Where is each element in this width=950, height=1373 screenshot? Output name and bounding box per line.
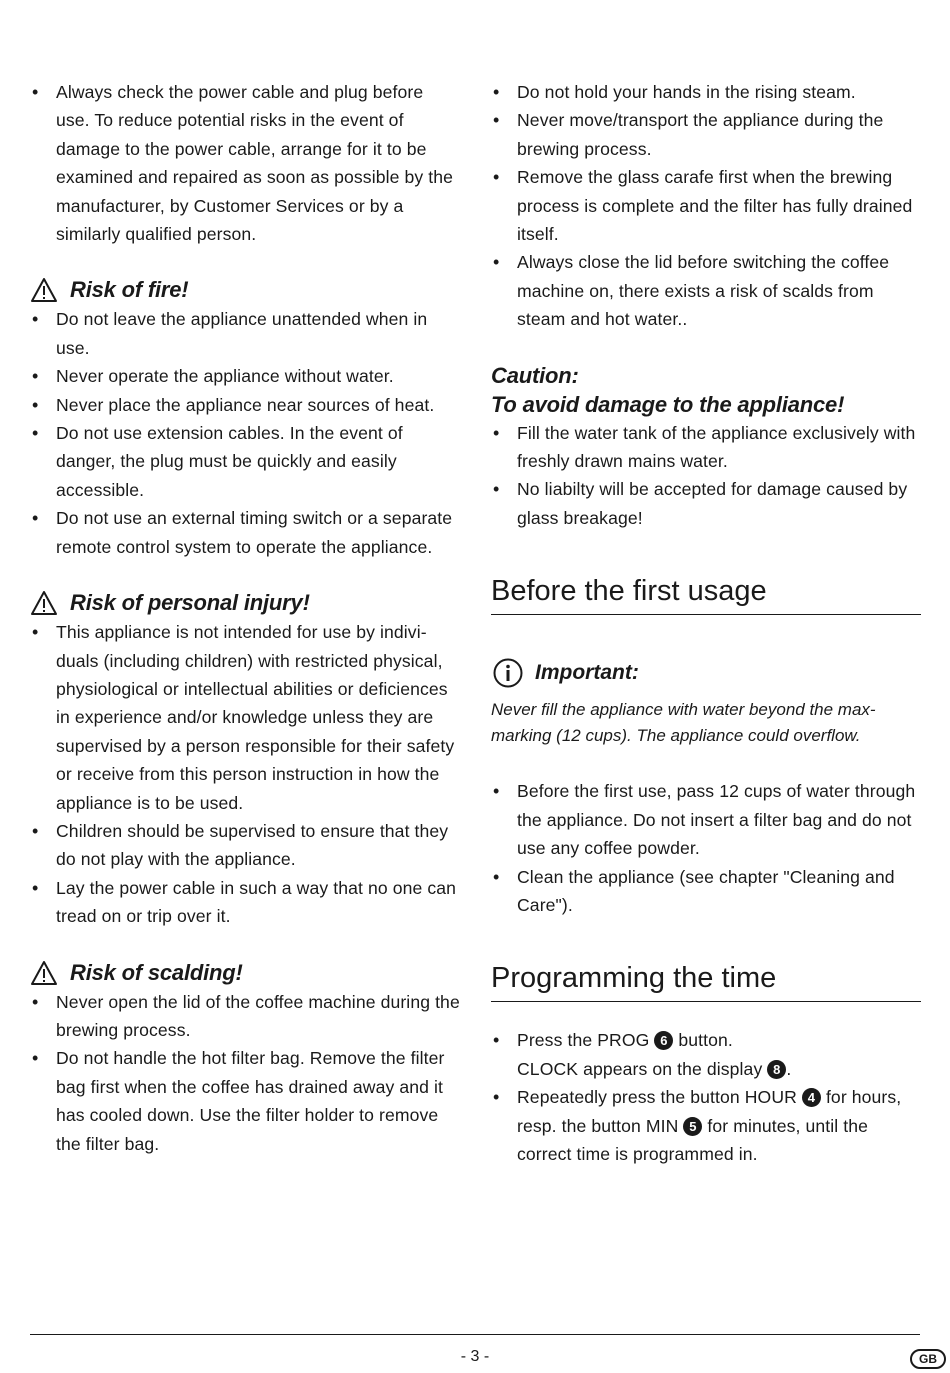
list-item: • Always close the lid before switching the coffee machine on, there exists a risk of scalds from steam and hot water.. [491, 248, 921, 333]
prog-button-number: 6 [654, 1031, 673, 1050]
caution-list [491, 419, 921, 533]
section-title-first-usage: Before the first usage [491, 572, 921, 615]
caution-subtitle: To avoid damage to the appliance! [491, 391, 845, 417]
scalding-list [30, 988, 460, 1158]
first-usage-list [491, 777, 921, 919]
list-item: • Clean the appliance (see chapter "Cleaning and Care"). [491, 863, 921, 920]
scalding-warning-title: Risk of scalding! [70, 959, 243, 985]
list-item [491, 1026, 921, 1083]
list-item: • Fill the water tank of the appliance exclusively with freshly drawn mains water. [491, 419, 921, 476]
step-text: for minutes, until the correct time is programmed in. [517, 1115, 868, 1164]
important-label: Important: [535, 661, 639, 685]
list-item: • Never open the lid of the coffee machine during the brewing process. [30, 988, 460, 1045]
warning-triangle-icon [30, 590, 58, 616]
injury-list [30, 618, 460, 930]
hour-button-number: 4 [802, 1088, 821, 1107]
warning-triangle-icon [30, 960, 58, 986]
list-item: • Never operate the appliance without water. [30, 362, 460, 390]
injury-warning-heading [30, 588, 460, 618]
list-item: • Do not use extension cables. In the event of danger, the plug must be quickly and easily accessible. [30, 419, 460, 504]
scalding-warning-heading [30, 958, 460, 988]
step-text: button. [673, 1030, 733, 1051]
section-title-programming: Programming the time [491, 959, 921, 1002]
fire-warning-heading [30, 275, 460, 305]
right-column [491, 78, 921, 1168]
important-heading [493, 657, 921, 689]
list-item: • Do not handle the hot filter bag. Remove the filter bag first when the coffee has drained away and it has cooled down. Use the filter holder to remove the filter bag. [30, 1044, 460, 1158]
list-item: • Do not hold your hands in the rising steam. [491, 78, 921, 106]
display-number: 8 [767, 1060, 786, 1079]
info-icon [493, 658, 523, 688]
fire-warning-title: Risk of fire! [70, 277, 189, 303]
step-text: Press the PROG [517, 1030, 655, 1051]
list-item: • Do not use an external timing switch or a separate remote control system to operate the appliance. [30, 504, 460, 561]
list-item: • Never move/transport the appliance during the brewing process. [491, 106, 921, 163]
important-note: Never fill the appliance with water beyond the max-marking (12 cups). The appliance could overflow. [491, 700, 876, 746]
list-item: • This appliance is not intended for use by indivi-duals (including children) with restricted physical, physiological or intellectual abilities or deficiences in experience and/or knowledge unless they are supervised by a person responsible for their safety or receive from this person instruction in how the appliance is to be used. [30, 618, 460, 817]
language-badge: GB [910, 1349, 946, 1369]
list-item: • Always check the power cable and plug before use. To reduce potential risks in the event of damage to the power cable, arrange for it to be examined and repaired as soon as possible by the manufacturer, by Customer Services or by a similarly qualified person. [30, 78, 460, 248]
list-item: • Do not leave the appliance unattended when in use. [30, 305, 460, 362]
step-text: CLOCK appears on the display [517, 1058, 768, 1079]
injury-warning-title: Risk of personal injury! [70, 590, 310, 616]
intro-list [30, 78, 460, 248]
list-item: • Children should be supervised to ensure that they do not play with the appliance. [30, 817, 460, 874]
caution-heading [491, 361, 921, 419]
list-item [491, 1083, 921, 1168]
programming-list [491, 1026, 921, 1168]
page-number: - 3 - [460, 1348, 490, 1365]
list-item: • Lay the power cable in such a way that no one can tread on or trip over it. [30, 874, 460, 931]
step-text: . [786, 1058, 792, 1079]
step-text: Repeatedly press the button HOUR [517, 1087, 802, 1108]
left-column [30, 78, 460, 1158]
scalding-continued-list [491, 78, 921, 334]
fire-list [30, 305, 460, 561]
list-item: • Remove the glass carafe first when the brewing process is complete and the filter has fully drained itself. [491, 163, 921, 248]
step-text: for hours, resp. the button MIN [517, 1087, 902, 1136]
warning-triangle-icon [30, 277, 58, 303]
footer-divider [30, 1334, 920, 1335]
list-item: • No liabilty will be accepted for damage caused by glass breakage! [491, 475, 921, 532]
caution-label: Caution: [491, 362, 579, 388]
list-item: • Never place the appliance near sources of heat. [30, 391, 460, 419]
min-button-number: 5 [683, 1117, 702, 1136]
list-item: • Before the first use, pass 12 cups of water through the appliance. Do not insert a filter bag and do not use any coffee powder. [491, 777, 921, 862]
